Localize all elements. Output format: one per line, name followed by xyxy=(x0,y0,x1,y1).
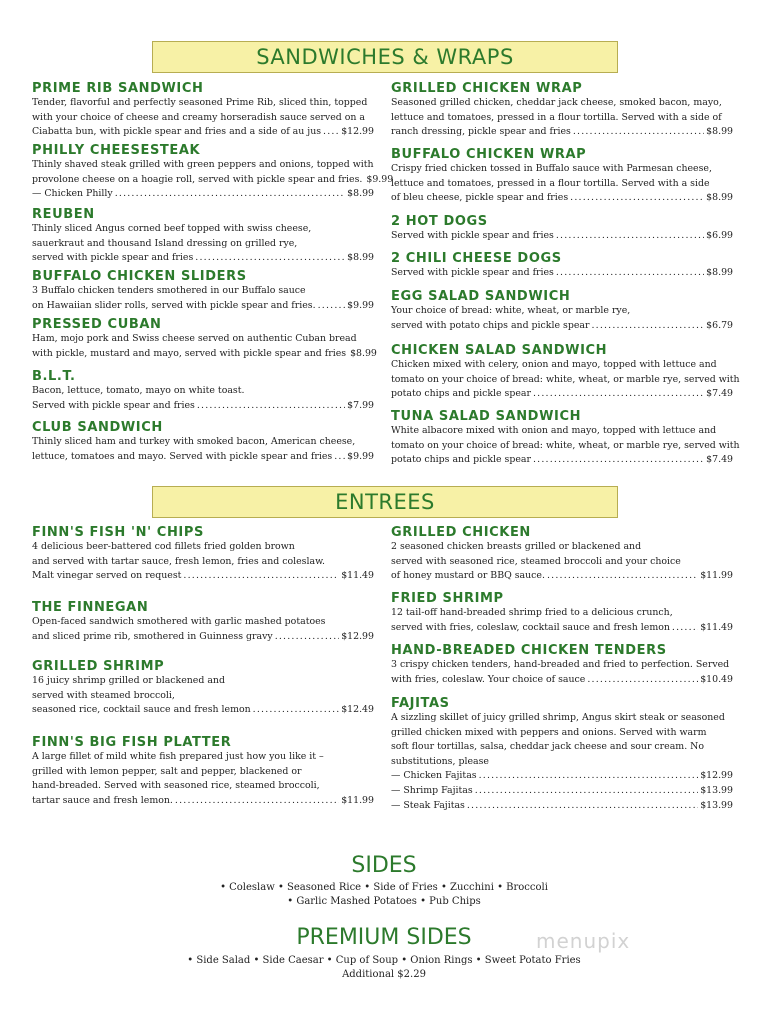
menu-item-chicken-salad-sandwich xyxy=(391,343,740,402)
item-description: Your choice of bread: white, wheat, or marble rye, xyxy=(391,305,631,316)
item-price: $8.99 xyxy=(706,126,733,138)
item-description: served with seasoned rice, steamed broccoli and your choice xyxy=(391,555,681,567)
menu-item-fried-shrimp xyxy=(391,591,733,635)
item-price-line xyxy=(391,569,733,584)
item-name: FRIED SHRIMP xyxy=(391,591,504,606)
item-price: $9.99 xyxy=(347,450,374,462)
item-price: $8.99 xyxy=(347,188,374,200)
item-price-label: — Steak Fajitas xyxy=(391,799,465,811)
dot-leader xyxy=(570,191,704,206)
dot-leader xyxy=(175,794,339,809)
item-name: GRILLED CHICKEN WRAP xyxy=(391,81,583,96)
item-price-label: seasoned rice, cocktail sauce and fresh lemon xyxy=(32,704,251,716)
item-description: A sizzling skillet of juicy grilled shrimp, Angus skirt steak or seasoned xyxy=(391,712,725,723)
dot-leader xyxy=(533,387,704,402)
menu-item-grilled-shrimp xyxy=(32,659,374,718)
item-description: hand-breaded. Served with seasoned rice, steamed broccoli, xyxy=(32,780,320,792)
item-name: BUFFALO CHICKEN SLIDERS xyxy=(32,269,247,284)
dot-leader xyxy=(556,229,704,244)
item-description: served with steamed broccoli, xyxy=(32,689,175,701)
dot-leader xyxy=(475,784,698,799)
item-name: FINN'S BIG FISH PLATTER xyxy=(32,735,232,750)
item-price-label: lettuce, tomatoes and mayo. Served with pickle spear and fries xyxy=(32,450,333,462)
item-name: 2 HOT DOGS xyxy=(391,214,488,229)
menu-item-the-finnegan xyxy=(32,600,374,644)
item-price-label: Served with pickle spear and fries xyxy=(32,399,195,411)
menu-item-b-l-t xyxy=(32,369,374,413)
item-description: 3 Buffalo chicken tenders smothered in our Buffalo sauce xyxy=(32,285,306,296)
menu-item-tuna-salad-sandwich xyxy=(391,409,740,468)
dot-leader xyxy=(556,266,704,281)
item-description: soft flour tortillas, salsa, cheddar jack cheese and sour cream. No xyxy=(391,741,704,753)
item-price-line xyxy=(391,799,733,814)
item-price-line xyxy=(391,319,733,334)
premium-sides-title: PREMIUM SIDES xyxy=(296,925,472,950)
item-price-line xyxy=(32,187,374,202)
menu-item-buffalo-chicken-wrap xyxy=(391,147,733,206)
item-description: tomato on your choice of bread: white, wheat, or marble rye, served with xyxy=(391,373,740,385)
item-price-line xyxy=(391,784,733,799)
item-price-line xyxy=(391,673,733,688)
item-price-label: ranch dressing, pickle spear and fries xyxy=(391,126,571,138)
item-name: B.L.T. xyxy=(32,369,76,384)
item-description: 2 seasoned chicken breasts grilled or blackened and xyxy=(391,541,642,552)
item-description: Thinly sliced ham and turkey with smoked bacon, American cheese, xyxy=(32,436,356,447)
item-description: A large fillet of mild white fish prepared just how you like it – xyxy=(32,751,324,762)
item-name: FINN'S FISH 'N' CHIPS xyxy=(32,525,204,540)
menu-item-reuben xyxy=(32,207,374,266)
item-price: $13.99 xyxy=(700,799,733,811)
entrees-title: ENTREES xyxy=(335,490,435,514)
sides-list-line-1: • Coleslaw • Seasoned Rice • Side of Fries • Zucchini • Broccoli xyxy=(220,882,548,893)
item-price-label: with fries, coleslaw. Your choice of sauce xyxy=(391,673,586,685)
item-price-label: potato chips and pickle spear xyxy=(391,454,531,466)
dot-leader xyxy=(467,799,698,814)
item-price-line xyxy=(391,769,733,784)
item-name: PRESSED CUBAN xyxy=(32,317,162,332)
item-price: $6.99 xyxy=(706,230,733,241)
item-description: grilled with lemon pepper, salt and pepper, blackened or xyxy=(32,765,302,777)
item-price-line xyxy=(32,703,374,718)
sides-list-line-2: • Garlic Mashed Potatoes • Pub Chips xyxy=(287,896,481,907)
item-price-label: served with potato chips and pickle spear xyxy=(391,319,590,331)
dot-leader xyxy=(195,251,345,266)
dot-leader xyxy=(334,450,345,465)
item-description: sauerkraut and thousand Island dressing on grilled rye, xyxy=(32,237,298,249)
item-price: $7.49 xyxy=(706,388,733,400)
dot-leader xyxy=(672,621,698,636)
item-name: HAND-BREADED CHICKEN TENDERS xyxy=(391,643,667,658)
item-description: Thinly sliced Angus corned beef topped with swiss cheese, xyxy=(32,223,312,234)
menu-item-finn-s-fish-n-chips xyxy=(32,525,374,584)
item-price-label: on Hawaiian slider rolls, served with pickle spear and fries. xyxy=(32,299,316,311)
item-description: White albacore mixed with onion and mayo, topped with lettuce and xyxy=(391,425,717,436)
item-price-label: Served with pickle spear and fries xyxy=(391,267,554,278)
sandwiches-wraps-banner xyxy=(152,41,618,73)
item-price: $6.79 xyxy=(706,319,733,331)
dot-leader xyxy=(573,125,704,140)
dot-leader xyxy=(115,187,345,202)
item-price-line xyxy=(391,125,733,140)
item-price-label: provolone cheese on a hoagie roll, served with pickle spear and fries. xyxy=(32,173,363,185)
item-price-line xyxy=(32,347,377,362)
menu-item-hand-breaded-chicken-tenders xyxy=(391,643,733,687)
item-description: Thinly shaved steak grilled with green peppers and onions, topped with xyxy=(32,159,374,170)
item-description: lettuce and tomatoes, pressed in a flour tortilla. Served with a side of xyxy=(391,111,722,123)
item-price: $8.99 xyxy=(706,267,733,278)
item-price-line xyxy=(32,794,374,809)
item-description: grilled chicken mixed with peppers and onions. Served with warm xyxy=(391,726,707,738)
premium-sides-list: • Side Salad • Side Caesar • Cup of Soup • Onion Rings • Sweet Potato Fries xyxy=(187,955,581,966)
item-name: BUFFALO CHICKEN WRAP xyxy=(391,147,587,162)
item-price: $12.99 xyxy=(700,770,733,782)
dot-leader xyxy=(323,125,339,140)
dot-leader xyxy=(547,569,698,584)
item-price: $11.49 xyxy=(700,621,733,633)
item-price-label: Ciabatta bun, with pickle spear and fries and a side of au jus xyxy=(32,126,322,138)
item-price-line xyxy=(391,191,733,206)
item-price: $13.99 xyxy=(700,784,733,796)
item-description: Ham, mojo pork and Swiss cheese served on authentic Cuban bread xyxy=(32,333,357,344)
item-price-line xyxy=(32,251,374,266)
menu-item-grilled-chicken xyxy=(391,525,733,584)
item-price-label: served with pickle spear and fries xyxy=(32,252,194,264)
item-name: TUNA SALAD SANDWICH xyxy=(391,409,582,424)
item-description: Open-faced sandwich smothered with garlic mashed potatoes xyxy=(32,616,326,627)
item-description: Seasoned grilled chicken, cheddar jack cheese, smoked bacon, mayo, xyxy=(391,97,722,108)
item-name: PRIME RIB SANDWICH xyxy=(32,81,204,96)
sandwiches-wraps-title: SANDWICHES & WRAPS xyxy=(256,45,514,69)
menu-item-pressed-cuban xyxy=(32,317,377,361)
menu-item-egg-salad-sandwich xyxy=(391,289,733,333)
item-price-line xyxy=(32,399,374,414)
premium-sides-additional-price: Additional $2.29 xyxy=(342,969,426,980)
dot-leader xyxy=(591,319,704,334)
item-name: PHILLY CHEESESTEAK xyxy=(32,143,201,158)
item-description: 16 juicy shrimp grilled or blackened and xyxy=(32,675,225,686)
item-description: 3 crispy chicken tenders, hand-breaded and fried to perfection. Served xyxy=(391,659,730,670)
item-name: CHICKEN SALAD SANDWICH xyxy=(391,343,608,358)
dot-leader xyxy=(587,673,698,688)
dot-leader xyxy=(253,703,340,718)
item-price-label: of bleu cheese, pickle spear and fries xyxy=(391,192,569,204)
item-price-label: of honey mustard or BBQ sauce. xyxy=(391,570,545,582)
item-price-label: served with fries, coleslaw, cocktail sauce and fresh lemon xyxy=(391,621,670,633)
item-name: THE FINNEGAN xyxy=(32,600,149,615)
item-description: Chicken mixed with celery, onion and mayo, topped with lettuce and xyxy=(391,359,717,370)
item-price: $9.99 xyxy=(347,299,374,311)
item-price-label: Served with pickle spear and fries xyxy=(391,230,554,241)
dot-leader xyxy=(479,769,699,784)
item-price-label: with pickle, mustard and mayo, served with pickle spear and fries xyxy=(32,347,347,359)
item-price: $9.99 xyxy=(366,173,394,185)
menu-item-fajitas xyxy=(391,696,733,813)
item-price-line xyxy=(391,621,733,636)
item-price-label: Malt vinegar served on request xyxy=(32,570,182,582)
item-description: 4 delicious beer-battered cod fillets fried golden brown xyxy=(32,541,295,552)
item-name: GRILLED SHRIMP xyxy=(32,659,165,674)
item-description: Tender, flavorful and perfectly seasoned Prime Rib, sliced thin, topped xyxy=(32,97,368,108)
menu-item-finn-s-big-fish-platter xyxy=(32,735,374,808)
item-price-line xyxy=(391,266,733,281)
item-price-label: — Shrimp Fajitas xyxy=(391,784,473,796)
item-name: CLUB SANDWICH xyxy=(32,420,163,435)
item-price: $7.99 xyxy=(347,399,374,411)
menu-item-2-chili-cheese-dogs xyxy=(391,251,733,281)
menu-item-grilled-chicken-wrap xyxy=(391,81,733,140)
item-price-line xyxy=(32,299,374,314)
menu-item-2-hot-dogs xyxy=(391,214,733,244)
item-price-label: — Chicken Philly xyxy=(32,188,113,200)
item-description: with your choice of cheese and creamy horseradish sauce served on a xyxy=(32,111,365,123)
item-description: Crispy fried chicken tossed in Buffalo sauce with Parmesan cheese, xyxy=(391,163,712,174)
item-name: 2 CHILI CHEESE DOGS xyxy=(391,251,562,266)
item-description: and served with tartar sauce, fresh lemon, fries and coleslaw. xyxy=(32,555,325,567)
sides-title: SIDES xyxy=(351,853,417,878)
item-price-line xyxy=(32,630,374,645)
item-description: substitutions, please xyxy=(391,755,489,767)
dot-leader xyxy=(197,399,345,414)
item-description: Bacon, lettuce, tomato, mayo on white toast. xyxy=(32,385,245,396)
item-description: lettuce and tomatoes, pressed in a flour tortilla. Served with a side xyxy=(391,177,710,189)
item-price-line xyxy=(32,569,374,584)
dot-leader xyxy=(318,299,346,314)
item-price-line xyxy=(391,453,733,468)
item-price: $8.99 xyxy=(347,252,374,264)
dot-leader xyxy=(183,569,339,584)
item-price: $8.99 xyxy=(350,347,377,359)
item-price: $8.99 xyxy=(706,192,733,204)
item-name: EGG SALAD SANDWICH xyxy=(391,289,571,304)
item-price-line xyxy=(32,125,374,140)
item-name: GRILLED CHICKEN xyxy=(391,525,531,540)
item-price-line xyxy=(32,173,394,188)
item-description: 12 tail-off hand-breaded shrimp fried to a delicious crunch, xyxy=(391,607,673,618)
item-price: $11.99 xyxy=(700,570,733,582)
item-name: REUBEN xyxy=(32,207,95,222)
item-price-label: and sliced prime rib, smothered in Guinness gravy xyxy=(32,630,273,642)
item-price: $10.49 xyxy=(700,673,733,685)
item-price: $11.49 xyxy=(341,570,374,582)
menupix-watermark: menupix xyxy=(536,929,631,953)
item-price: $12.99 xyxy=(341,126,374,138)
dot-leader xyxy=(275,630,340,645)
dot-leader xyxy=(533,453,704,468)
item-price-line xyxy=(391,229,733,244)
item-price: $12.99 xyxy=(341,630,374,642)
entrees-banner xyxy=(152,486,618,518)
item-price-label: tartar sauce and fresh lemon. xyxy=(32,794,173,806)
item-price-line xyxy=(391,387,733,402)
item-price-label: potato chips and pickle spear xyxy=(391,388,531,400)
item-name: FAJITAS xyxy=(391,696,450,711)
menu-item-prime-rib-sandwich xyxy=(32,81,374,140)
item-price-label: — Chicken Fajitas xyxy=(391,770,477,782)
item-price: $11.99 xyxy=(341,794,374,806)
menu-item-club-sandwich xyxy=(32,420,374,464)
item-price-line xyxy=(32,450,374,465)
item-price: $7.49 xyxy=(706,454,733,466)
menu-item-buffalo-chicken-sliders xyxy=(32,269,374,313)
menu-item-philly-cheesesteak xyxy=(32,143,394,202)
item-price: $12.49 xyxy=(341,704,374,716)
item-description: tomato on your choice of bread: white, wheat, or marble rye, served with xyxy=(391,439,740,451)
